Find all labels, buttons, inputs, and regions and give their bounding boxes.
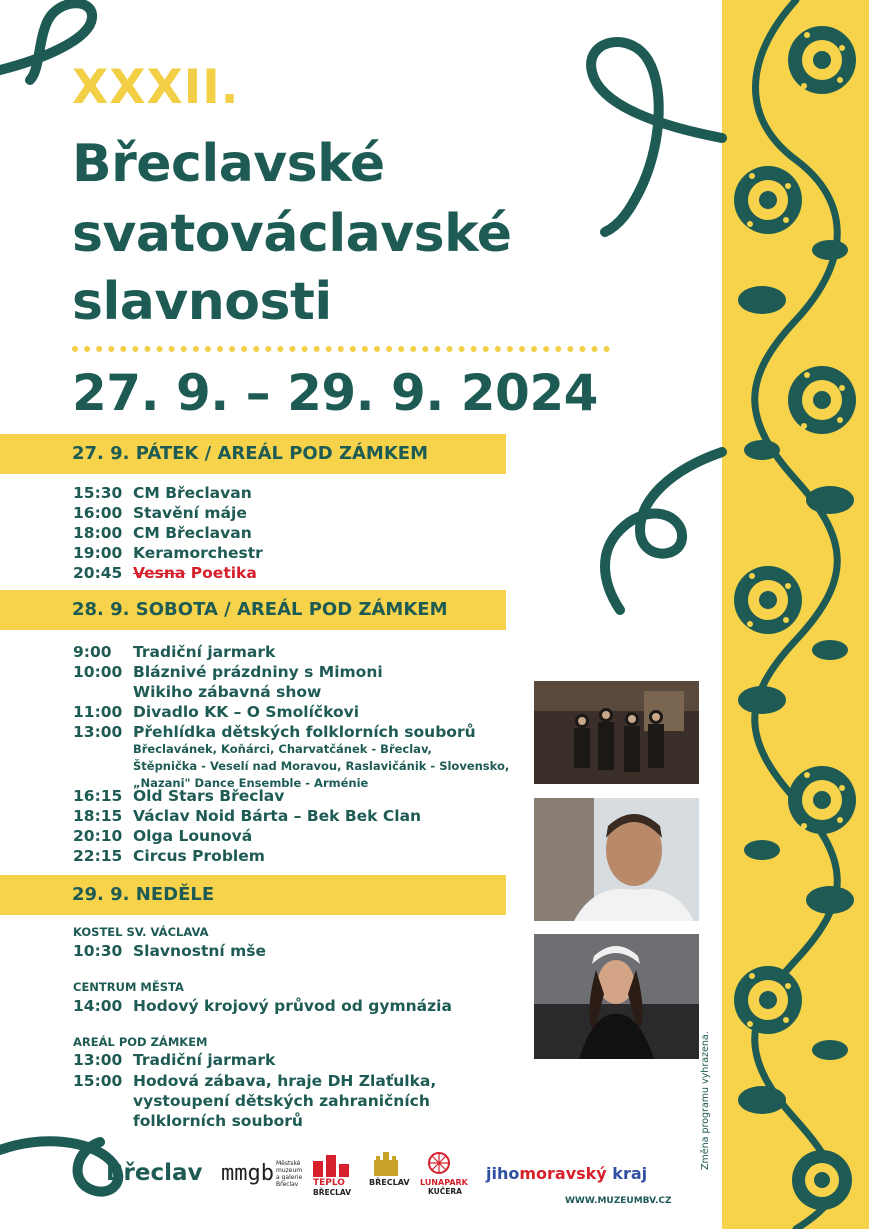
singer-photo (534, 798, 699, 921)
cancelled-act: Vesna (133, 564, 186, 582)
schedule-row: vystoupení dětských zahraničních (133, 1092, 430, 1110)
folk-ornament-icon (722, 0, 869, 1229)
mmgb-logo: mmgb (221, 1161, 274, 1186)
lunapark-logo: LUNAPARK (420, 1178, 468, 1187)
day2-heading-bar (0, 590, 506, 630)
schedule-row: 15:30 CM Břeclavan (73, 484, 252, 502)
location-label: CENTRUM MĚSTA (73, 980, 184, 994)
schedule-row: 10:00 Bláznivé prázdniny s Mimoni (73, 663, 383, 681)
title-line-3: slavnosti (72, 272, 332, 332)
replacement-act: Poetika (190, 564, 257, 582)
ensemble-line: „Nazani" Dance Ensemble - Arménie (133, 776, 369, 790)
teplo-logo-icon (313, 1155, 351, 1177)
schedule-row: 18:15 Václav Noid Bárta – Bek Bek Clan (73, 807, 422, 825)
day2-heading: 28. 9. SOBOTA / AREÁL POD ZÁMKEM (72, 599, 448, 620)
schedule-row: 18:00 CM Břeclavan (73, 524, 252, 542)
title-line-1: Břeclavské (72, 134, 385, 194)
schedule-row: 19:00 Keramorchestr (73, 544, 263, 562)
schedule-row: 16:00 Stavění máje (73, 504, 247, 522)
ensemble-line: Břeclavánek, Koňárci, Charvatčánek - Břeclav, (133, 742, 432, 756)
dotted-divider (72, 346, 610, 352)
edition-number: XXXII. (72, 60, 240, 115)
schedule-row: 9:00 Tradiční jarmark (73, 643, 276, 661)
schedule-row: 15:00 Hodová zábava, hraje DH Zlaťulka, (73, 1072, 437, 1090)
lunapark-logo-sub: KUČERA (428, 1187, 462, 1196)
mmgb-logo-caption: Městské muzeum a galerie Břeclav (276, 1160, 303, 1188)
schedule-row-changed: 20:45 Vesna Poetika (73, 564, 257, 582)
day1-heading-bar (0, 434, 506, 474)
schedule-row: 13:00 Tradiční jarmark (73, 1051, 276, 1069)
schedule-row: 22:15 Circus Problem (73, 847, 265, 865)
folk-ornament-band (722, 0, 869, 1229)
schedule-row: 16:15 Old Stars Břeclav (73, 787, 285, 805)
schedule-row: 10:30 Slavnostní mše (73, 942, 266, 960)
artist-photo (534, 934, 699, 1059)
schedule-row: 11:00 Divadlo KK – O Smolíčkovi (73, 703, 360, 721)
teplo-logo-sub: BŘECLAV (313, 1188, 351, 1197)
schedule-row: Wikiho zábavná show (133, 683, 322, 701)
band-photo (534, 681, 699, 784)
day3-heading-bar (0, 875, 506, 915)
breclav-logo: Břeclav (106, 1160, 203, 1186)
teplo-logo: TEPLO (313, 1178, 345, 1188)
ensemble-line: Štěpnička - Veselí nad Moravou, Raslavičánik - Slovensko, (133, 759, 510, 773)
ferris-wheel-icon (426, 1151, 452, 1177)
schedule-row: 20:10 Olga Lounová (73, 827, 253, 845)
day3-heading: 29. 9. NEDĚLE (72, 884, 215, 905)
program-change-note: Změna programu vyhrazena. (700, 1031, 711, 1170)
day1-heading: 27. 9. PÁTEK / AREÁL POD ZÁMKEM (72, 443, 428, 464)
schedule-row: 14:00 Hodový krojový průvod od gymnázia (73, 997, 452, 1015)
schedule-row: 13:00 Přehlídka dětských folklorních souborů (73, 723, 476, 741)
website-link[interactable]: WWW.MUZEUMBV.CZ (565, 1196, 672, 1206)
festival-dates: 27. 9. – 29. 9. 2024 (72, 364, 598, 422)
title-line-2: svatováclavské (72, 204, 512, 264)
jmk-logo: jihomoravský kraj (486, 1164, 648, 1183)
schedule-row: folklorních souborů (133, 1112, 303, 1130)
breclav-crest-icon (372, 1150, 400, 1176)
breclav-crest-logo: BŘECLAV (369, 1178, 410, 1187)
location-label: AREÁL POD ZÁMKEM (73, 1035, 208, 1049)
location-label: KOSTEL SV. VÁCLAVA (73, 925, 209, 939)
